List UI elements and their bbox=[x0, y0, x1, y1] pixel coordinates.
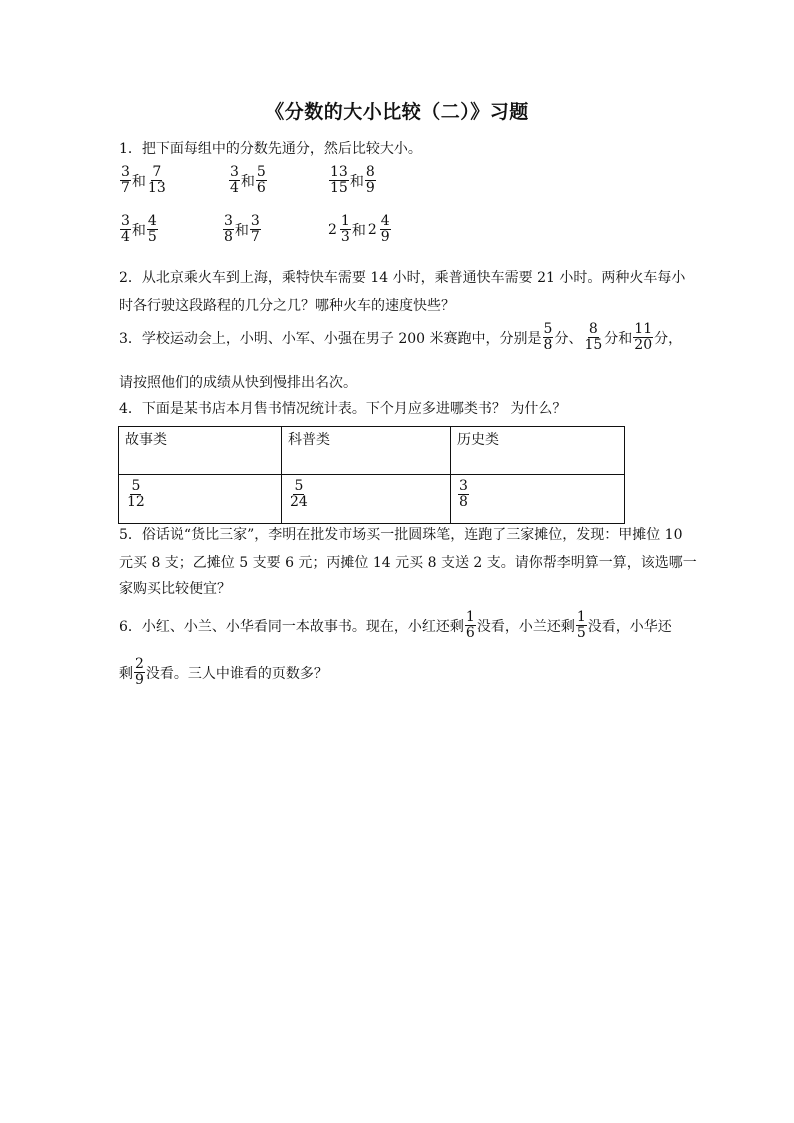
connector-text: 和 bbox=[349, 173, 364, 190]
q1-pair-6 bbox=[326, 214, 392, 246]
fraction: $\frac{3}{4}$ bbox=[121, 213, 130, 246]
fraction: $\frac{3}{8}$ bbox=[224, 213, 233, 246]
q3-prefix: 3．学校运动会上，小明、小军、小强在男子 200 米赛跑中，分别是 bbox=[119, 330, 542, 347]
fraction: $\frac{3}{8}$ bbox=[459, 478, 468, 511]
fraction: $\frac{1}{3}$ bbox=[340, 213, 350, 246]
fraction: $\frac{13}{15}$ bbox=[330, 164, 348, 197]
q6-prefix: 6．小红、小兰、小华看同一本故事书。现在，小红还剩 bbox=[119, 618, 464, 635]
fraction: $\frac{5}{24}$ bbox=[290, 478, 308, 511]
q3-sep-2: 分和 bbox=[604, 330, 633, 347]
fraction: $\frac{3}{7}$ bbox=[250, 213, 260, 246]
table-cell-history bbox=[451, 475, 625, 524]
fraction: $\frac{8}{15}$ bbox=[584, 321, 603, 354]
mixed-whole: 2 bbox=[367, 221, 377, 238]
question-1-text: 1．把下面每组中的分数先通分，然后比较大小。 bbox=[119, 141, 422, 157]
table-header-history: 历史类 bbox=[451, 427, 625, 475]
fraction: $\frac{5}{6}$ bbox=[256, 164, 266, 197]
table-header-story: 故事类 bbox=[119, 427, 282, 475]
q6-l2-suffix: 没看。三人中谁看的页数多？ bbox=[145, 665, 328, 682]
mixed-whole: 2 bbox=[328, 221, 337, 238]
q1-pair-2 bbox=[228, 165, 268, 197]
page-title: 《分数的大小比较（二）》习题 bbox=[265, 101, 529, 123]
q1-pair-5 bbox=[222, 214, 262, 246]
fraction: $\frac{5}{8}$ bbox=[543, 321, 553, 354]
fraction: $\frac{3}{4}$ bbox=[230, 164, 239, 197]
fraction: $\frac{3}{7}$ bbox=[121, 164, 130, 197]
question-5-line-3: 家购买比较便宜？ bbox=[119, 581, 231, 597]
table-cell-story bbox=[119, 475, 282, 524]
q1-pair-1 bbox=[119, 165, 168, 197]
fraction: $\frac{8}{9}$ bbox=[365, 164, 375, 197]
q1-pair-3 bbox=[328, 165, 377, 197]
question-3-line-2: 请按照他们的成绩从快到慢排出名次。 bbox=[119, 375, 357, 391]
connector-text: 和 bbox=[234, 222, 249, 239]
fraction: $\frac{11}{20}$ bbox=[634, 321, 653, 354]
question-2-line-2: 时各行驶这段路程的几分之几？哪种火车的速度快些？ bbox=[119, 298, 455, 314]
connector-text: 和 bbox=[351, 222, 366, 239]
connector-text: 和 bbox=[131, 173, 146, 190]
question-2-line-1: 2．从北京乘火车到上海，乘特快车需要 14 小时，乘普通快车需要 21 小时。两种火车每小 bbox=[119, 270, 686, 286]
fraction: $\frac{1}{5}$ bbox=[576, 609, 586, 642]
question-5-line-1: 5．俗话说“货比三家”，李明在批发市场买一批圆珠笔，连跑了三家摊位，发现：甲摊位 10 bbox=[119, 527, 683, 543]
book-sales-table bbox=[118, 426, 625, 524]
connector-text: 和 bbox=[240, 173, 255, 190]
q3-sep-1: 分、 bbox=[554, 330, 583, 347]
q1-pair-4 bbox=[119, 214, 159, 246]
fraction: $\frac{7}{13}$ bbox=[147, 164, 166, 197]
fraction: $\frac{2}{9}$ bbox=[135, 656, 144, 689]
fraction: $\frac{4}{5}$ bbox=[147, 213, 157, 246]
table-header-science: 科普类 bbox=[282, 427, 451, 475]
q6-sep-1: 没看，小兰还剩 bbox=[476, 618, 575, 635]
q3-sep-3: 分， bbox=[654, 330, 683, 347]
fraction: $\frac{4}{9}$ bbox=[380, 213, 390, 246]
question-6-line-1 bbox=[119, 610, 672, 642]
question-5-line-2: 元买 8 支；乙摊位 5 支要 6 元；丙摊位 14 元买 8 支送 2 支。请你帮李明算一算，该选哪一 bbox=[119, 555, 697, 571]
fraction: $\frac{5}{12}$ bbox=[127, 478, 145, 511]
question-4-text: 4．下面是某书店本月售书情况统计表。下个月应多进哪类书？ 为什么？ bbox=[119, 401, 567, 417]
table-cell-science bbox=[282, 475, 451, 524]
question-6-line-2 bbox=[119, 657, 328, 689]
q6-l2-prefix: 剩 bbox=[119, 665, 133, 682]
fraction: $\frac{1}{6}$ bbox=[465, 609, 475, 642]
connector-text: 和 bbox=[131, 222, 146, 239]
question-3-line-1 bbox=[119, 322, 682, 354]
q6-sep-2: 没看，小华还 bbox=[587, 618, 672, 635]
